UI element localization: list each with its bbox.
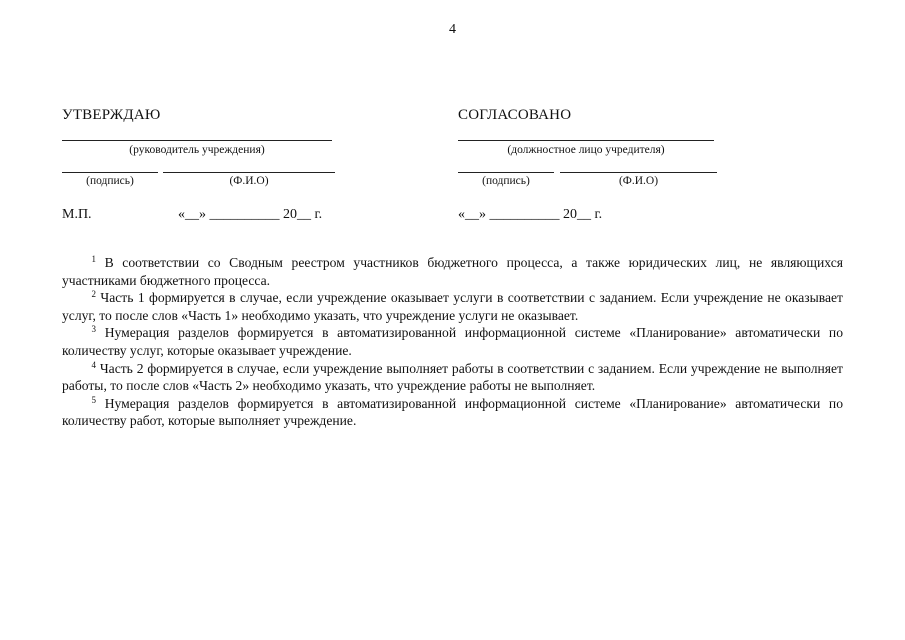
footnote-text: Нумерация разделов формируется в автоматизированной информационной системе «Планирование» автоматически по количеству работ, которые выполняет учреждение.	[62, 395, 843, 429]
official-signature-line	[458, 140, 714, 141]
page-number: 4	[449, 22, 456, 37]
footnote	[62, 324, 843, 359]
footnote-marker: 5	[91, 394, 96, 405]
footnote-text: Часть 1 формируется в случае, если учреждение оказывает услуги в соответствии с заданием. Если учреждение не оказывает услуг, то после слов «Часть 1» необходимо указать, что учреждение услуги не оказывает.	[62, 290, 843, 323]
footnote	[62, 254, 843, 289]
head-caption: (руководитель учреждения)	[129, 144, 265, 156]
official-caption: (должностное лицо учредителя)	[507, 144, 665, 156]
footnote-text: Часть 2 формируется в случае, если учреждение выполняет работы в соответствии с заданием. Если учреждение не выполняет работы, то после слов «Часть 2» необходимо указать, что учреждение работы не выполняет.	[62, 360, 843, 394]
approve-name-line	[163, 172, 335, 173]
agree-signature-caption: (подпись)	[482, 175, 530, 187]
approve-signature-line	[62, 172, 158, 173]
agree-name-line	[560, 172, 717, 173]
agree-date-line: «__» __________ 20__ г.	[458, 207, 603, 222]
footnote-marker: 4	[91, 359, 96, 370]
footnote-text: В соответствии со Сводным реестром участников бюджетного процесса, а также юридических лиц, не являющихся участниками бюджетного процесса.	[62, 255, 843, 288]
footnote	[62, 289, 843, 324]
approve-title: УТВЕРЖДАЮ	[62, 107, 161, 123]
approve-signature-caption: (подпись)	[86, 175, 134, 187]
approve-date-line: «__» __________ 20__ г.	[178, 207, 323, 222]
agree-name-caption: (Ф.И.О)	[618, 175, 659, 187]
footnote-marker: 2	[91, 289, 96, 300]
footnote	[62, 360, 843, 395]
footnote-marker: 1	[91, 254, 96, 264]
approve-name-caption: (Ф.И.О)	[229, 175, 269, 187]
stamp-place: М.П.	[62, 207, 92, 222]
footnote	[62, 395, 843, 430]
footnote-marker: 3	[91, 324, 96, 335]
footnotes	[62, 254, 843, 430]
head-signature-line	[62, 140, 332, 141]
agree-signature-line	[458, 172, 554, 173]
agree-title: СОГЛАСОВАНО	[458, 107, 572, 123]
footnote-text: Нумерация разделов формируется в автоматизированной информационной системе «Планирование» автоматически по количеству услуг, которые оказывает учреждение.	[62, 325, 843, 358]
